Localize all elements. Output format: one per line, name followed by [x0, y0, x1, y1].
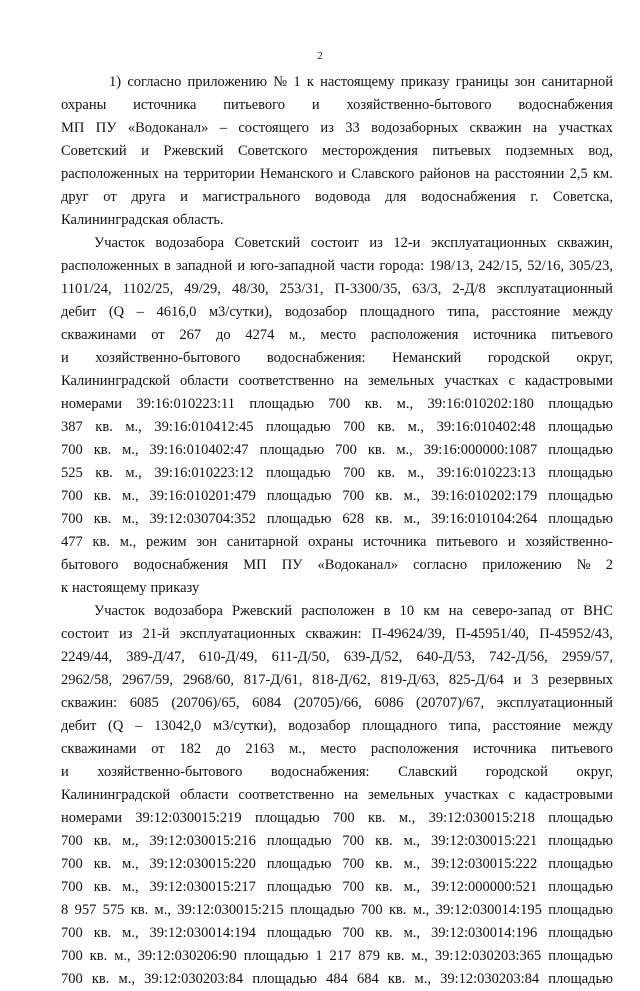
text-line: Советский и Ржевский Советского месторождения питьевых подземных вод,: [61, 143, 613, 159]
text-line: Калининградской области соответственно на земельных участках с кадастровыми: [61, 373, 613, 389]
text-line: 700 кв. м., 39:12:030014:194 площадью 700 кв. м., 39:12:030014:196 площадью: [61, 925, 613, 941]
text-line: 387 кв. м., 39:16:010412:45 площадью 700 кв. м., 39:16:010402:48 площадью: [61, 419, 613, 435]
text-line: 1101/24, 1102/25, 49/29, 48/30, 253/31, П-3300/35, 63/3, 2-Д/8 эксплуатационный: [61, 281, 613, 297]
paragraph: [61, 600, 613, 991]
document-body: [61, 71, 613, 991]
text-line: 8 957 575 кв. м., 39:12:030015:215 площадью 700 кв. м., 39:12:030014:195 площадью: [61, 902, 613, 918]
text-line: 700 кв. м., 39:16:010201:479 площадью 700 кв. м., 39:16:010202:179 площадью: [61, 488, 613, 504]
text-line: номерами 39:16:010223:11 площадью 700 кв. м., 39:16:010202:180 площадью: [61, 396, 613, 412]
text-line: номерами 39:12:030015:219 площадью 700 кв. м., 39:12:030015:218 площадью: [61, 810, 613, 826]
text-line: 477 кв. м., режим зон санитарной охраны источника питьевого и хозяйственно-: [61, 534, 613, 550]
text-line: скважин: 6085 (20706)/65, 6084 (20705)/66, 6086 (20707)/67, эксплуатационный: [61, 695, 613, 711]
text-line: 1) согласно приложению № 1 к настоящему приказу границы зон санитарной: [109, 74, 613, 90]
text-line: расположенных на территории Неманского и Славского районов на расстоянии 2,5 км.: [61, 166, 613, 182]
text-line: 700 кв. м., 39:12:030206:90 площадью 1 217 879 кв. м., 39:12:030203:365 площадью: [61, 948, 613, 964]
text-line: 2249/44, 389-Д/47, 610-Д/49, 611-Д/50, 639-Д/52, 640-Д/53, 742-Д/56, 2959/57,: [61, 649, 613, 665]
text-line: скважинами от 182 до 2163 м., место расположения источника питьевого: [61, 741, 613, 757]
text-line: состоит из 21-й эксплуатационных скважин: П-49624/39, П-45951/40, П-45952/43,: [61, 626, 613, 642]
text-line: расположенных в западной и юго-западной части города: 198/13, 242/15, 52/16, 305/23,: [61, 258, 613, 274]
paragraph: [61, 232, 613, 600]
text-line: Калининградская область.: [61, 212, 224, 228]
text-line: 525 кв. м., 39:16:010223:12 площадью 700 кв. м., 39:16:010223:13 площадью: [61, 465, 613, 481]
text-line: 700 кв. м., 39:12:030704:352 площадью 628 кв. м., 39:16:010104:264 площадью: [61, 511, 613, 527]
paragraph: [61, 71, 613, 232]
text-line: Участок водозабора Советский состоит из 12-и эксплуатационных скважин,: [94, 235, 613, 251]
text-line: 700 кв. м., 39:16:010402:47 площадью 700 кв. м., 39:16:000000:1087 площадью: [61, 442, 613, 458]
text-line: и хозяйственно-бытового водоснабжения: Славский городской округ,: [61, 764, 613, 780]
text-line: скважинами от 267 до 4274 м., место расположения источника питьевого: [61, 327, 613, 343]
text-line: МП ПУ «Водоканал» – состоящего из 33 водозаборных скважин на участках: [61, 120, 613, 136]
text-line: 700 кв. м., 39:12:030015:217 площадью 700 кв. м., 39:12:000000:521 площадью: [61, 879, 613, 895]
text-line: бытового водоснабжения МП ПУ «Водоканал» согласно приложению № 2: [61, 557, 613, 573]
text-line: охраны источника питьевого и хозяйственно-бытового водоснабжения: [61, 97, 613, 113]
text-line: дебит (Q – 13042,0 м3/сутки), водозабор площадного типа, расстояние между: [61, 718, 613, 734]
text-line: 700 кв. м., 39:12:030203:84 площадью 484 684 кв. м., 39:12:030203:84 площадью: [61, 971, 613, 987]
text-line: 700 кв. м., 39:12:030015:220 площадью 700 кв. м., 39:12:030015:222 площадью: [61, 856, 613, 872]
text-line: дебит (Q – 4616,0 м3/сутки), водозабор площадного типа, расстояние между: [61, 304, 613, 320]
text-line: 700 кв. м., 39:12:030015:216 площадью 700 кв. м., 39:12:030015:221 площадью: [61, 833, 613, 849]
text-line: друг от друга и магистрального водовода для водоснабжения г. Советска,: [61, 189, 613, 205]
text-line: Калининградской области соответственно на земельных участках с кадастровыми: [61, 787, 613, 803]
text-line: к настоящему приказу: [61, 580, 200, 596]
text-line: и хозяйственно-бытового водоснабжения: Неманский городской округ,: [61, 350, 613, 366]
page-number: 2: [317, 50, 323, 62]
text-line: Участок водозабора Ржевский расположен в 10 км на северо-запад от ВНС: [94, 603, 613, 619]
text-line: 2962/58, 2967/59, 2968/60, 817-Д/61, 818-Д/62, 819-Д/63, 825-Д/64 и 3 резервных: [61, 672, 613, 688]
